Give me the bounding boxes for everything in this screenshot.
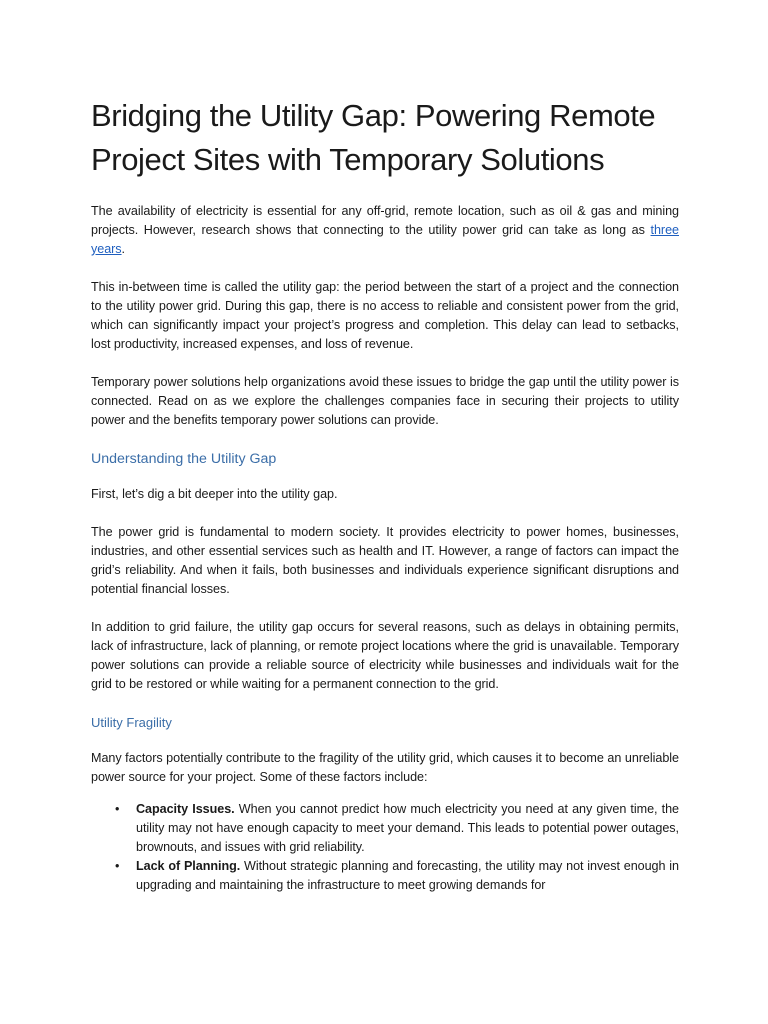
grid-failure-paragraph: In addition to grid failure, the utility gap occurs for several reasons, such as delays in obtaining permits, lack of infrastructure, lack of planning, or remote project locations where the grid is unavailable. Temporary power solutions can provide a reliable source of electricity while businesses and individuals wait for the grid to be restored or while waiting for a permanent connection to the grid. xyxy=(91,620,679,691)
fragility-intro-paragraph: Many factors potentially contribute to the fragility of the utility grid, which causes it to become an unreliable power source for your project. Some of these factors include: xyxy=(91,751,679,784)
article-title: Bridging the Utility Gap: Powering Remote Project Sites with Temporary Solutions xyxy=(91,98,656,177)
list-item xyxy=(91,800,679,857)
intro-text-end: . xyxy=(121,242,125,256)
list-item xyxy=(91,857,679,895)
intro-paragraph xyxy=(91,202,679,259)
list-item-text: Without strategic planning and forecasting, the utility may not invest enough in upgrading and maintaining the infrastructure to meet growing demands for xyxy=(136,859,679,892)
list-item-title: Lack of Planning. xyxy=(136,859,241,873)
document-page xyxy=(91,94,679,895)
section-heading-understanding: Understanding the Utility Gap xyxy=(91,451,277,467)
fragility-factors-list xyxy=(91,800,679,895)
section-heading-fragility: Utility Fragility xyxy=(91,715,172,730)
intro-text: The availability of electricity is essential for any off-grid, remote location, such as oil & gas and mining projects. However, research shows that connecting to the utility power grid can take as long as xyxy=(91,204,679,237)
dig-deeper-paragraph: First, let’s dig a bit deeper into the utility gap. xyxy=(91,487,338,501)
utility-gap-paragraph: This in-between time is called the utility gap: the period between the start of a project and the connection to the utility power grid. During this gap, there is no access to reliable and consistent power from the grid, which can significantly impact your project’s progress and completion. This delay can lead to setbacks, lost productivity, increased expenses, and loss of revenue. xyxy=(91,280,679,351)
bullet-icon: • xyxy=(115,802,120,816)
three-years-link[interactable]: three years xyxy=(91,223,679,256)
bullet-icon: • xyxy=(115,859,120,873)
list-item-text: When you cannot predict how much electricity you need at any given time, the utility may not have enough capacity to meet your demand. This leads to potential power outages, brownouts, and issues with grid reliability. xyxy=(136,802,679,854)
list-item-title: Capacity Issues. xyxy=(136,802,235,816)
power-grid-paragraph: The power grid is fundamental to modern society. It provides electricity to power homes, businesses, industries, and other essential services such as health and IT. However, a range of factors can impact the grid’s reliability. And when it fails, both businesses and individuals experience significant disruptions and potential financial losses. xyxy=(91,525,679,596)
temporary-power-paragraph: Temporary power solutions help organizations avoid these issues to bridge the gap until the utility power is connected. Read on as we explore the challenges companies face in securing their projects to utility power and the benefits temporary power solutions can provide. xyxy=(91,375,679,427)
